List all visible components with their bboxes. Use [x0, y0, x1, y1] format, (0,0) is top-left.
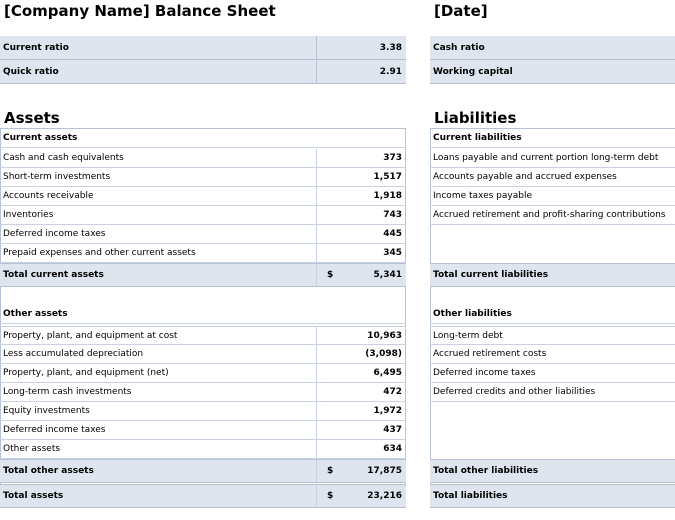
table-row	[0, 225, 406, 244]
section-header-label: Current assets	[3, 133, 78, 143]
row-label: Deferred credits and other liabilities	[433, 387, 596, 397]
total-label: Total current liabilities	[433, 270, 549, 280]
row-value[interactable]: (3,098)	[316, 345, 406, 363]
table-row	[430, 345, 675, 364]
row-label: Less accumulated depreciation	[3, 349, 144, 359]
row-value[interactable]: 743	[316, 206, 406, 224]
table-row	[430, 187, 675, 206]
table-row	[430, 168, 675, 187]
total-value	[316, 460, 406, 482]
ratio-label: Cash ratio	[433, 42, 485, 53]
table-row	[0, 402, 406, 421]
ratio-value[interactable]: 3.38	[316, 36, 406, 59]
row-value[interactable]: 634	[316, 440, 406, 458]
ratio-row	[0, 60, 406, 84]
row-label: Prepaid expenses and other current assets	[3, 248, 196, 258]
total-liabilities-row	[430, 484, 675, 508]
row-value[interactable]: 1,972	[316, 402, 406, 420]
section-header-label: Current liabilities	[433, 133, 522, 143]
row-label: Short-term investments	[3, 172, 111, 182]
total-other-liabilities-row	[430, 459, 675, 483]
total-label: Total other assets	[3, 466, 94, 476]
row-value[interactable]: 10,963	[316, 327, 406, 344]
row-value[interactable]: 437	[316, 421, 406, 439]
table-row	[0, 421, 406, 440]
row-label: Accounts receivable	[3, 191, 94, 201]
total-label: Total other liabilities	[433, 466, 539, 476]
row-value[interactable]: 373	[316, 149, 406, 167]
row-label: Income taxes payable	[433, 191, 532, 201]
table-row	[0, 168, 406, 187]
row-value[interactable]: 445	[316, 225, 406, 243]
table-row	[430, 326, 675, 345]
total-current-assets-row	[0, 263, 406, 287]
total-amount[interactable]: 23,216	[367, 491, 402, 501]
total-value	[316, 485, 406, 507]
other-liabilities-header	[430, 305, 675, 324]
table-row	[0, 345, 406, 364]
row-value[interactable]: 1,517	[316, 168, 406, 186]
row-label: Property, plant, and equipment at cost	[3, 330, 178, 341]
total-label: Total current assets	[3, 270, 104, 280]
ratio-row	[430, 36, 675, 60]
ratio-value[interactable]: 2.91	[316, 60, 406, 83]
liabilities-title: Liabilities	[434, 109, 517, 127]
ratio-label: Quick ratio	[3, 66, 59, 77]
total-current-liabilities-row	[430, 263, 675, 287]
currency-symbol: $	[327, 491, 334, 501]
section-header-label: Other liabilities	[433, 309, 512, 319]
currency-symbol: $	[327, 466, 334, 476]
ratio-label: Working capital	[433, 66, 513, 77]
table-row	[430, 383, 675, 402]
table-row	[0, 326, 406, 345]
total-other-assets-row	[0, 459, 406, 483]
table-row	[0, 187, 406, 206]
table-row	[0, 149, 406, 168]
row-label: Long-term debt	[433, 330, 503, 341]
row-label: Deferred income taxes	[433, 368, 536, 378]
row-label: Property, plant, and equipment (net)	[3, 368, 169, 378]
row-label: Cash and cash equivalents	[3, 153, 124, 163]
current-liabilities-header	[430, 129, 675, 148]
table-row	[430, 206, 675, 225]
ratio-row	[0, 36, 406, 60]
row-label: Deferred income taxes	[3, 229, 106, 239]
row-label: Equity investments	[3, 406, 90, 416]
section-header-label: Other assets	[3, 309, 68, 319]
other-assets-header	[0, 305, 406, 324]
row-label: Accrued retirement and profit-sharing contributions	[433, 210, 666, 220]
table-row	[430, 364, 675, 383]
row-value[interactable]: 1,918	[316, 187, 406, 205]
total-value	[316, 264, 406, 286]
row-value[interactable]: 472	[316, 383, 406, 401]
row-label: Loans payable and current portion long-term debt	[433, 153, 659, 163]
row-label: Accrued retirement costs	[433, 349, 547, 359]
total-amount[interactable]: 17,875	[367, 466, 402, 476]
table-row	[0, 440, 406, 459]
table-row	[0, 383, 406, 402]
total-label: Total liabilities	[433, 491, 508, 501]
table-row	[430, 149, 675, 168]
current-assets-header	[0, 129, 406, 148]
total-amount[interactable]: 5,341	[373, 270, 402, 280]
ratio-row	[430, 60, 675, 84]
date-field[interactable]: [Date]	[434, 2, 488, 20]
row-value[interactable]: 6,495	[316, 364, 406, 382]
table-row	[0, 364, 406, 383]
row-label: Inventories	[3, 210, 54, 220]
assets-title: Assets	[4, 109, 60, 127]
row-label: Accounts payable and accrued expenses	[433, 172, 617, 182]
table-row	[0, 206, 406, 225]
total-assets-row	[0, 484, 406, 508]
row-value[interactable]: 345	[316, 244, 406, 262]
page-title: [Company Name] Balance Sheet	[4, 2, 276, 20]
row-label: Deferred income taxes	[3, 425, 106, 435]
table-row	[0, 244, 406, 263]
currency-symbol: $	[327, 270, 334, 280]
row-label: Long-term cash investments	[3, 387, 132, 397]
total-label: Total assets	[3, 491, 64, 501]
row-label: Other assets	[3, 444, 61, 454]
ratio-label: Current ratio	[3, 42, 69, 53]
